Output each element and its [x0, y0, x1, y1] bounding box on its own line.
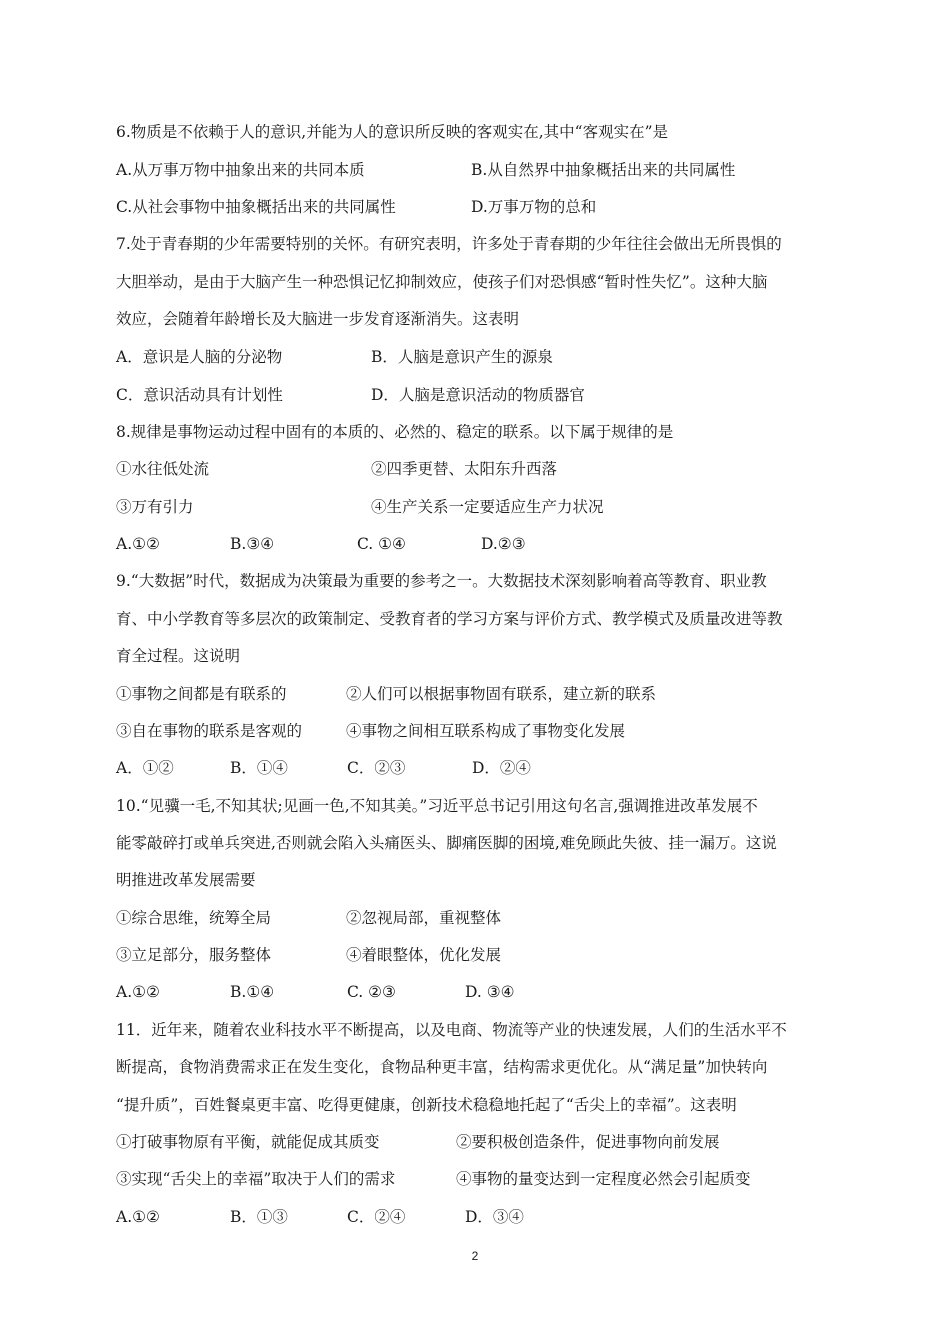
question-6-stem-line-1: 6.物质是不依赖于人的意识,并能为人的意识所反映的客观实在,其中“客观实在”是: [116, 123, 668, 141]
question-10-item-3: ③立足部分，服务整体: [116, 946, 272, 964]
page-number: 2: [471, 1249, 479, 1263]
question-8-option-d: D.②③: [481, 535, 526, 553]
question-11-stem-line-3: “提升质”，百姓餐桌更丰富、吃得更健康，创新技术稳稳地托起了“舌尖上的幸福”。这表明: [116, 1096, 737, 1114]
question-7-stem-line-3: 效应，会随着年龄增长及大脑进一步发育逐渐消失。这表明: [116, 310, 520, 328]
question-6-option-a: A.从万事万物中抽象出来的共同本质: [116, 161, 365, 179]
question-7-stem-line-2: 大胆举动，是由于大脑产生一种恐惧记忆抑制效应，使孩子们对恐惧感“暂时性失忆”。这种大脑: [116, 273, 768, 291]
question-6-option-b: B.从自然界中抽象概括出来的共同属性: [471, 161, 736, 179]
question-10-option-d: D. ③④: [465, 983, 515, 1001]
question-11-item-4: ④事物的量变达到一定程度必然会引起质变: [456, 1170, 751, 1188]
question-10-option-b: B.①④: [230, 983, 275, 1001]
question-8-item-1: ①水往低处流: [116, 460, 210, 478]
question-10-option-a: A.①②: [116, 983, 160, 1001]
question-6-option-c: C.从社会事物中抽象概括出来的共同属性: [116, 198, 396, 216]
question-8-stem-line-1: 8.规律是事物运动过程中固有的本质的、必然的、稳定的联系。以下属于规律的是: [116, 423, 674, 441]
question-11-stem-line-1: 11．近年来，随着农业科技水平不断提高，以及电商、物流等产业的快速发展，人们的生活水平不: [116, 1021, 787, 1039]
question-11-item-3: ③实现“舌尖上的幸福”取决于人们的需求: [116, 1170, 396, 1188]
question-9-option-a: A．①②: [116, 759, 174, 777]
question-9-stem-line-2: 育、中小学教育等多层次的政策制定、受教育者的学习方案与评价方式、教学模式及质量改进等教: [116, 610, 783, 628]
question-8-option-c: C. ①④: [357, 535, 406, 553]
question-7-stem-line-1: 7.处于青春期的少年需要特别的关怀。有研究表明，许多处于青春期的少年往往会做出无所畏惧的: [116, 235, 782, 253]
question-11-item-1: ①打破事物原有平衡，就能促成其质变: [116, 1133, 380, 1151]
question-9-item-4: ④事物之间相互联系构成了事物变化发展: [346, 722, 626, 740]
question-8-option-b: B.③④: [230, 535, 275, 553]
question-11-item-2: ②要积极创造条件，促进事物向前发展: [456, 1133, 720, 1151]
question-10-option-c: C. ②③: [347, 983, 396, 1001]
question-7-option-d: D．人脑是意识活动的物质器官: [371, 386, 585, 404]
question-9-item-2: ②人们可以根据事物固有联系，建立新的联系: [346, 685, 657, 703]
question-7-option-b: B．人脑是意识产生的源泉: [371, 348, 553, 366]
question-9-stem-line-3: 育全过程。这说明: [116, 647, 241, 665]
question-7-option-a: A．意识是人脑的分泌物: [116, 348, 283, 366]
question-9-option-c: C．②③: [347, 759, 406, 777]
question-11-option-b: B．①③: [230, 1208, 288, 1226]
question-11-stem-line-2: 断提高，食物消费需求正在发生变化，食物品种更丰富，结构需求更优化。从“满足量”加快转向: [116, 1058, 768, 1076]
question-10-stem-line-2: 能零敲碎打或单兵突进,否则就会陷入头痛医头、脚痛医脚的困境,难免顾此失彼、挂一漏万。这说: [116, 834, 777, 852]
question-9-stem-line-1: 9.“大数据”时代，数据成为决策最为重要的参考之一。大数据技术深刻影响着高等教育、职业教: [116, 572, 767, 590]
question-10-stem-line-1: 10.“见骥一毛,不知其状;见画一色,不知其美。”习近平总书记引用这句名言,强调推进改革发展不: [116, 797, 758, 815]
question-8-item-3: ③万有引力: [116, 498, 194, 516]
question-9-option-d: D．②④: [472, 759, 531, 777]
question-11-option-d: D．③④: [465, 1208, 524, 1226]
question-11-option-c: C．②④: [347, 1208, 406, 1226]
question-11-option-a: A.①②: [116, 1208, 160, 1226]
question-8-item-4: ④生产关系一定要适应生产力状况: [371, 498, 604, 516]
question-10-item-4: ④着眼整体，优化发展: [346, 946, 502, 964]
question-10-stem-line-3: 明推进改革发展需要: [116, 871, 256, 889]
question-9-item-1: ①事物之间都是有联系的: [116, 685, 287, 703]
question-10-item-2: ②忽视局部，重视整体: [346, 909, 502, 927]
question-8-item-2: ②四季更替、太阳东升西落: [371, 460, 558, 478]
question-6-option-d: D.万事万物的总和: [471, 198, 597, 216]
question-7-option-c: C．意识活动具有计划性: [116, 386, 283, 404]
question-9-option-b: B．①④: [230, 759, 288, 777]
question-8-option-a: A.①②: [116, 535, 160, 553]
question-9-item-3: ③自在事物的联系是客观的: [116, 722, 303, 740]
question-10-item-1: ①综合思维，统筹全局: [116, 909, 272, 927]
